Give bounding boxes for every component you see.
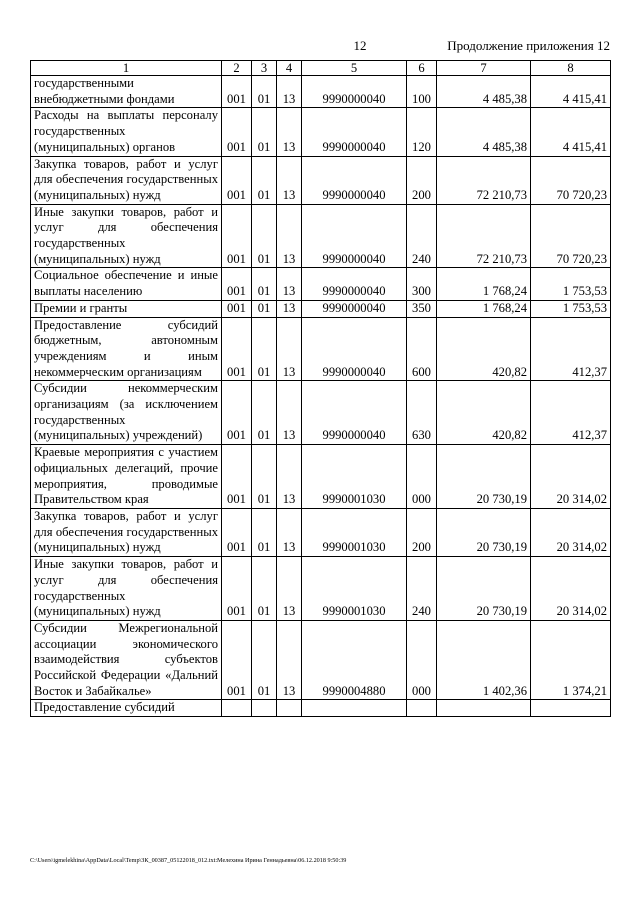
row-name-cell: Иные закупки товаров, работ и услуг для обеспечения государственных (муниципальных) нужд bbox=[31, 557, 222, 621]
subsection-cell: 13 bbox=[277, 508, 302, 556]
target-article-cell: 9990000040 bbox=[302, 76, 407, 108]
admin-code-cell: 001 bbox=[222, 156, 252, 204]
section-cell: 01 bbox=[252, 445, 277, 509]
admin-code-cell: 001 bbox=[222, 381, 252, 445]
amount-2020-cell: 412,37 bbox=[531, 381, 611, 445]
row-name-cell: государственными внебюджетными фондами bbox=[31, 76, 222, 108]
admin-code-cell: 001 bbox=[222, 76, 252, 108]
subsection-cell: 13 bbox=[277, 76, 302, 108]
table-row bbox=[31, 76, 611, 108]
table-body bbox=[31, 76, 611, 717]
table-row bbox=[31, 445, 611, 509]
subsection-cell: 13 bbox=[277, 108, 302, 156]
amount-2019-cell: 1 768,24 bbox=[437, 300, 531, 317]
amount-2020-cell: 1 753,53 bbox=[531, 300, 611, 317]
column-header: 6 bbox=[407, 61, 437, 76]
admin-code-cell: 001 bbox=[222, 268, 252, 300]
amount-2019-cell: 20 730,19 bbox=[437, 508, 531, 556]
amount-2020-cell: 20 314,02 bbox=[531, 557, 611, 621]
subsection-cell: 13 bbox=[277, 156, 302, 204]
amount-2019-cell: 72 210,73 bbox=[437, 156, 531, 204]
subsection-cell: 13 bbox=[277, 317, 302, 381]
table-header-row bbox=[31, 61, 611, 76]
amount-2020-cell bbox=[531, 700, 611, 717]
amount-2019-cell: 1 768,24 bbox=[437, 268, 531, 300]
section-cell: 01 bbox=[252, 268, 277, 300]
expense-type-cell: 300 bbox=[407, 268, 437, 300]
section-cell: 01 bbox=[252, 508, 277, 556]
expense-type-cell: 630 bbox=[407, 381, 437, 445]
continuation-label: Продолжение приложения 12 bbox=[447, 38, 610, 53]
row-name-cell: Предоставление субсидий bbox=[31, 700, 222, 717]
target-article-cell: 9990000040 bbox=[302, 268, 407, 300]
table-row bbox=[31, 204, 611, 268]
amount-2020-cell: 4 415,41 bbox=[531, 108, 611, 156]
column-header: 8 bbox=[531, 61, 611, 76]
target-article-cell: 9990000040 bbox=[302, 381, 407, 445]
amount-2020-cell: 412,37 bbox=[531, 317, 611, 381]
subsection-cell: 13 bbox=[277, 445, 302, 509]
row-name-cell: Предоставление субсидий бюджетным, автономным учреждениям и иным некоммерческим организациям bbox=[31, 317, 222, 381]
amount-2020-cell: 1 374,21 bbox=[531, 620, 611, 700]
amount-2019-cell: 420,82 bbox=[437, 381, 531, 445]
row-name-cell: Закупка товаров, работ и услуг для обеспечения государственных (муниципальных) нужд bbox=[31, 508, 222, 556]
expense-type-cell: 200 bbox=[407, 156, 437, 204]
table-row bbox=[31, 381, 611, 445]
expense-type-cell: 000 bbox=[407, 445, 437, 509]
footer-file-path: C:\Users\igmelekhina\AppData\Local\Temp\ЗК_00387_05122018_012.txt:Мелехина Ирина Геннадьевна\06.12.2018 9:50:39 bbox=[30, 857, 347, 864]
amount-2019-cell bbox=[437, 700, 531, 717]
column-header: 5 bbox=[302, 61, 407, 76]
target-article-cell: 9990001030 bbox=[302, 445, 407, 509]
admin-code-cell: 001 bbox=[222, 317, 252, 381]
row-name-cell: Субсидии некоммерческим организациям (за исключением государственных (муниципальных) учреждений) bbox=[31, 381, 222, 445]
row-name-cell: Иные закупки товаров, работ и услуг для обеспечения государственных (муниципальных) нужд bbox=[31, 204, 222, 268]
table-row bbox=[31, 156, 611, 204]
column-header: 4 bbox=[277, 61, 302, 76]
subsection-cell: 13 bbox=[277, 381, 302, 445]
target-article-cell: 9990000040 bbox=[302, 108, 407, 156]
amount-2019-cell: 4 485,38 bbox=[437, 76, 531, 108]
table-row bbox=[31, 557, 611, 621]
admin-code-cell: 001 bbox=[222, 445, 252, 509]
section-cell: 01 bbox=[252, 108, 277, 156]
expense-type-cell: 100 bbox=[407, 76, 437, 108]
section-cell: 01 bbox=[252, 156, 277, 204]
expense-type-cell: 240 bbox=[407, 557, 437, 621]
amount-2020-cell: 1 753,53 bbox=[531, 268, 611, 300]
section-cell: 01 bbox=[252, 317, 277, 381]
admin-code-cell: 001 bbox=[222, 508, 252, 556]
target-article-cell: 9990001030 bbox=[302, 557, 407, 621]
admin-code-cell: 001 bbox=[222, 620, 252, 700]
admin-code-cell bbox=[222, 700, 252, 717]
table-row bbox=[31, 620, 611, 700]
amount-2019-cell: 20 730,19 bbox=[437, 445, 531, 509]
target-article-cell bbox=[302, 700, 407, 717]
subsection-cell: 13 bbox=[277, 204, 302, 268]
row-name-cell: Социальное обеспечение и иные выплаты населению bbox=[31, 268, 222, 300]
section-cell: 01 bbox=[252, 300, 277, 317]
table-row bbox=[31, 108, 611, 156]
amount-2019-cell: 1 402,36 bbox=[437, 620, 531, 700]
section-cell bbox=[252, 700, 277, 717]
subsection-cell: 13 bbox=[277, 300, 302, 317]
column-header: 7 bbox=[437, 61, 531, 76]
expense-type-cell: 240 bbox=[407, 204, 437, 268]
row-name-cell: Премии и гранты bbox=[31, 300, 222, 317]
column-header: 2 bbox=[222, 61, 252, 76]
amount-2020-cell: 4 415,41 bbox=[531, 76, 611, 108]
amount-2019-cell: 4 485,38 bbox=[437, 108, 531, 156]
subsection-cell: 13 bbox=[277, 620, 302, 700]
section-cell: 01 bbox=[252, 381, 277, 445]
table-row bbox=[31, 700, 611, 717]
column-header: 1 bbox=[31, 61, 222, 76]
admin-code-cell: 001 bbox=[222, 300, 252, 317]
expense-type-cell: 000 bbox=[407, 620, 437, 700]
admin-code-cell: 001 bbox=[222, 204, 252, 268]
amount-2019-cell: 20 730,19 bbox=[437, 557, 531, 621]
target-article-cell: 9990000040 bbox=[302, 317, 407, 381]
expense-type-cell: 350 bbox=[407, 300, 437, 317]
admin-code-cell: 001 bbox=[222, 108, 252, 156]
row-name-cell: Расходы на выплаты персоналу государственных (муниципальных) органов bbox=[31, 108, 222, 156]
subsection-cell bbox=[277, 700, 302, 717]
section-cell: 01 bbox=[252, 76, 277, 108]
target-article-cell: 9990000040 bbox=[302, 156, 407, 204]
budget-table bbox=[30, 60, 611, 717]
expense-type-cell bbox=[407, 700, 437, 717]
amount-2019-cell: 420,82 bbox=[437, 317, 531, 381]
row-name-cell: Краевые мероприятия с участием официальных делегаций, прочие мероприятия, проводимые Правительством края bbox=[31, 445, 222, 509]
target-article-cell: 9990004880 bbox=[302, 620, 407, 700]
target-article-cell: 9990001030 bbox=[302, 508, 407, 556]
table-row bbox=[31, 268, 611, 300]
subsection-cell: 13 bbox=[277, 557, 302, 621]
row-name-cell: Закупка товаров, работ и услуг для обеспечения государственных (муниципальных) нужд bbox=[31, 156, 222, 204]
table-row bbox=[31, 300, 611, 317]
amount-2019-cell: 72 210,73 bbox=[437, 204, 531, 268]
amount-2020-cell: 20 314,02 bbox=[531, 445, 611, 509]
section-cell: 01 bbox=[252, 204, 277, 268]
page-number: 12 bbox=[353, 38, 367, 53]
section-cell: 01 bbox=[252, 557, 277, 621]
table-row bbox=[31, 508, 611, 556]
section-cell: 01 bbox=[252, 620, 277, 700]
amount-2020-cell: 70 720,23 bbox=[531, 156, 611, 204]
target-article-cell: 9990000040 bbox=[302, 300, 407, 317]
expense-type-cell: 200 bbox=[407, 508, 437, 556]
expense-type-cell: 120 bbox=[407, 108, 437, 156]
table-row bbox=[31, 317, 611, 381]
row-name-cell: Субсидии Межрегиональной ассоциации экономического взаимодействия субъектов Российской Федерации «Дальний Восток и Забайкалье» bbox=[31, 620, 222, 700]
admin-code-cell: 001 bbox=[222, 557, 252, 621]
amount-2020-cell: 20 314,02 bbox=[531, 508, 611, 556]
expense-type-cell: 600 bbox=[407, 317, 437, 381]
subsection-cell: 13 bbox=[277, 268, 302, 300]
amount-2020-cell: 70 720,23 bbox=[531, 204, 611, 268]
target-article-cell: 9990000040 bbox=[302, 204, 407, 268]
column-header: 3 bbox=[252, 61, 277, 76]
